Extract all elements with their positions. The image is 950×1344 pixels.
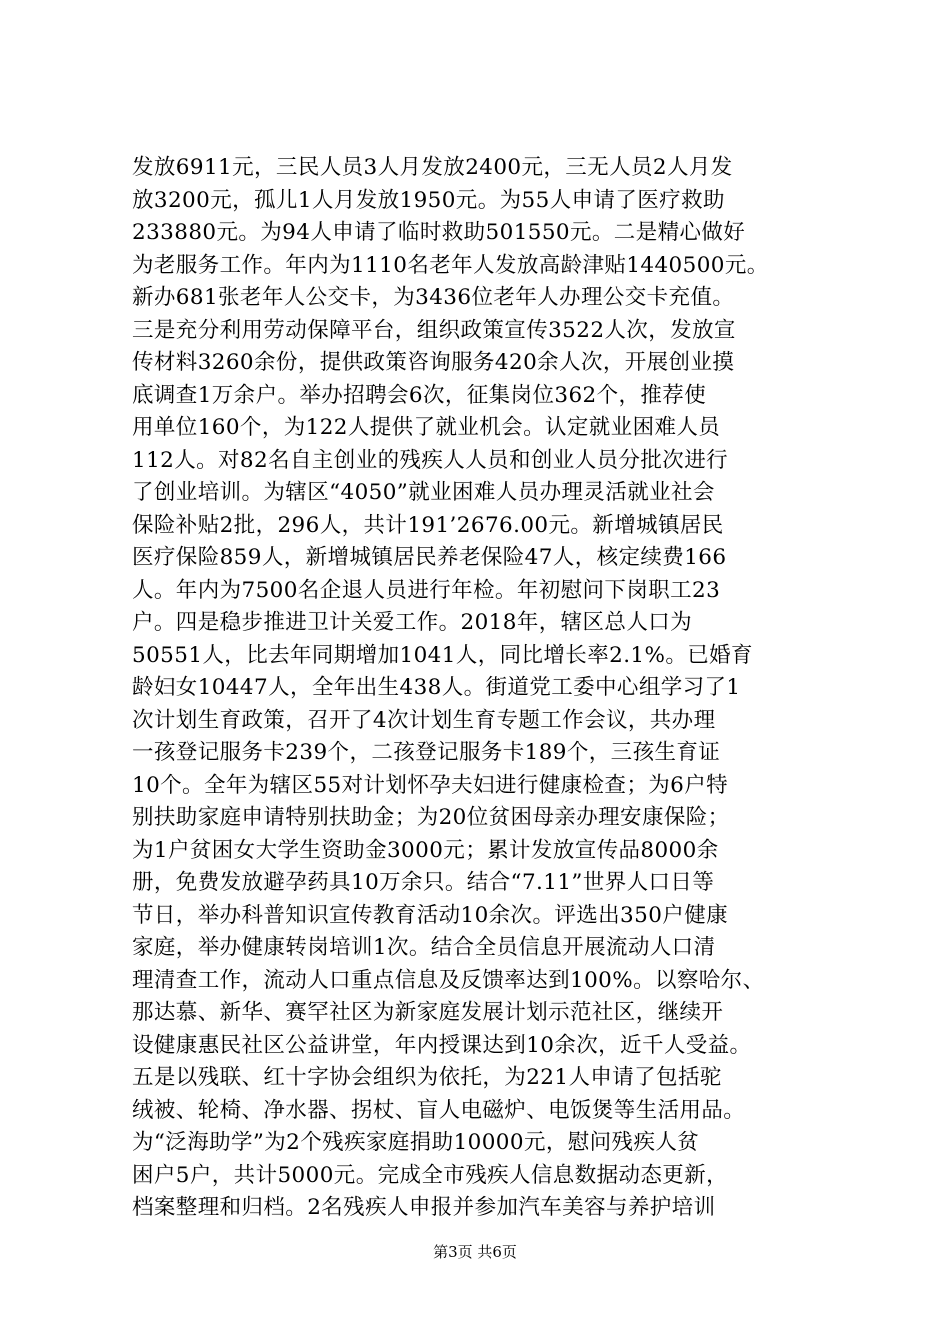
text-line: 龄妇女10447人，全年出生438人。街道党工委中心组学习了1 — [132, 675, 741, 700]
text-line: 困户5户，共计5000元。完成全市残疾人信息数据动态更新， — [132, 1162, 728, 1188]
text-line: 理清查工作，流动人口重点信息及反馈率达到100%。以察哈尔、 — [132, 967, 765, 993]
text-line: 为“泛海助学”为2个残疾家庭捐助10000元，慰问残疾人贫 — [132, 1130, 700, 1155]
text-line: 册，免费发放避孕药具10万余只。结合“7.11”世界人口日等 — [132, 870, 715, 895]
text-line: 发放6911元，三民人员3人月发放2400元，三无人员2人月发 — [132, 155, 733, 180]
text-line: 节日，举办科普知识宣传教育活动10余次。评选出350户健康 — [132, 902, 728, 928]
text-line: 新办681张老年人公交卡，为3436位老年人办理公交卡充值。 — [132, 285, 735, 310]
text-line: 一孩登记服务卡239个，二孩登记服务卡189个，三孩生育证 — [132, 740, 721, 765]
body-text — [132, 152, 852, 1225]
text-line: 233880元。为94人申请了临时救助501550元。二是精心做好 — [132, 220, 746, 245]
text-line: 50551人，比去年同期增加1041人，同比增长率2.1%。已婚育 — [132, 642, 753, 668]
text-line: 10个。全年为辖区55对计划怀孕夫妇进行健康检查；为6户特 — [132, 772, 728, 798]
text-line: 为老服务工作。年内为1110名老年人发放高龄津贴1440500元。 — [132, 252, 769, 278]
text-line: 放3200元，孤儿1人月发放1950元。为55人申请了医疗救助 — [132, 187, 725, 213]
text-line: 户。四是稳步推进卫计关爱工作。2018年，辖区总人口为 — [132, 610, 693, 635]
text-line: 用单位160个，为122人提供了就业机会。认定就业困难人员 — [132, 415, 721, 440]
text-line: 五是以残联、红十字协会组织为依托，为221人申请了包括驼 — [132, 1065, 722, 1090]
text-line: 设健康惠民社区公益讲堂，年内授课达到10余次，近千人受益。 — [132, 1032, 752, 1058]
text-line: 绒被、轮椅、净水器、拐杖、盲人电磁炉、电饭煲等生活用品。 — [132, 1097, 746, 1123]
text-line: 三是充分利用劳动保障平台，组织政策宣传3522人次，发放宣 — [132, 317, 736, 343]
text-line: 次计划生育政策，召开了4次计划生育专题工作会议，共办理 — [132, 707, 716, 733]
text-line: 档案整理和归档。2名残疾人申报并参加汽车美容与养护培训 — [132, 1195, 716, 1220]
text-line: 人。年内为7500名企退人员进行年检。年初慰问下岗职工23 — [132, 577, 721, 603]
text-line: 112人。对82名自主创业的残疾人人员和创业人员分批次进行 — [132, 447, 728, 473]
text-line: 家庭，举办健康转岗培训1次。结合全员信息开展流动人口清 — [132, 935, 716, 960]
text-line: 那达慕、新华、赛罕社区为新家庭发展计划示范社区，继续开 — [132, 1000, 724, 1025]
text-line: 底调查1万余户。举办招聘会6次，征集岗位362个，推荐使 — [132, 382, 707, 408]
text-line: 为1户贫困女大学生资助金3000元；累计发放宣传品8000余 — [132, 837, 719, 863]
text-line: 保险补贴2批，296人，共计191’2676.00元。新增城镇居民 — [132, 512, 724, 538]
text-line: 了创业培训。为辖区“4050”就业困难人员办理灵活就业社会 — [132, 480, 715, 505]
text-line: 传材料3260余份，提供政策咨询服务420余人次，开展创业摸 — [132, 350, 735, 375]
text-line: 医疗保险859人，新增城镇居民养老保险47人，核定续费166 — [132, 545, 727, 570]
text-line: 别扶助家庭申请特别扶助金；为20位贫困母亲办理安康保险； — [132, 805, 730, 830]
page-footer: 第3页 共6页 — [433, 1243, 517, 1261]
